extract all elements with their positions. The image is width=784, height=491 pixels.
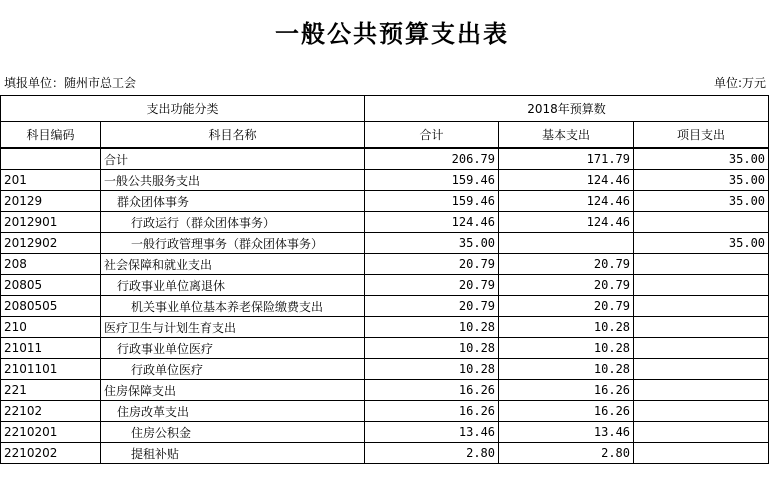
project-cell: 35.00 (634, 233, 769, 254)
name-cell: 社会保障和就业支出 (101, 254, 365, 275)
header-total: 合计 (365, 122, 499, 149)
table-row (1, 401, 769, 422)
total-cell: 159.46 (365, 191, 499, 212)
project-cell: 35.00 (634, 191, 769, 212)
project-cell (634, 422, 769, 443)
reporting-unit: 填报单位：随州市总工会 (4, 76, 137, 90)
code-cell: 20129 (1, 191, 101, 212)
basic-cell: 16.26 (499, 380, 634, 401)
name-cell: 行政运行（群众团体事务） (101, 212, 365, 233)
basic-cell: 124.46 (499, 191, 634, 212)
project-cell (634, 275, 769, 296)
name-cell: 行政单位医疗 (101, 359, 365, 380)
code-cell: 208 (1, 254, 101, 275)
basic-cell: 2.80 (499, 443, 634, 464)
code-cell: 20805 (1, 275, 101, 296)
table-row (1, 443, 769, 464)
header-category: 支出功能分类 (1, 96, 365, 122)
header-project: 项目支出 (634, 122, 769, 149)
header-row-group (1, 96, 769, 122)
basic-cell: 16.26 (499, 401, 634, 422)
table-row (1, 359, 769, 380)
code-cell: 2080505 (1, 296, 101, 317)
total-cell: 10.28 (365, 317, 499, 338)
total-cell: 20.79 (365, 275, 499, 296)
code-cell: 2101101 (1, 359, 101, 380)
name-cell: 机关事业单位基本养老保险缴费支出 (101, 296, 365, 317)
total-cell: 2.80 (365, 443, 499, 464)
total-cell: 16.26 (365, 380, 499, 401)
name-cell: 住房保障支出 (101, 380, 365, 401)
header-code: 科目编码 (1, 122, 101, 149)
header-basic: 基本支出 (499, 122, 634, 149)
code-cell: 2012902 (1, 233, 101, 254)
total-cell: 16.26 (365, 401, 499, 422)
table-row (1, 317, 769, 338)
budget-table (0, 95, 769, 464)
table-row (1, 296, 769, 317)
code-cell: 2012901 (1, 212, 101, 233)
table-row (1, 380, 769, 401)
total-cell: 35.00 (365, 233, 499, 254)
project-cell (634, 254, 769, 275)
total-cell: 206.79 (365, 148, 499, 170)
project-cell (634, 317, 769, 338)
currency-unit: 单位:万元 (713, 76, 766, 90)
page-title: 一般公共预算支出表 (275, 19, 509, 48)
table-row (1, 148, 769, 170)
code-cell: 2210201 (1, 422, 101, 443)
name-cell: 一般行政管理事务（群众团体事务） (101, 233, 365, 254)
project-cell (634, 401, 769, 422)
basic-cell: 171.79 (499, 148, 634, 170)
name-cell: 行政事业单位离退休 (101, 275, 365, 296)
name-cell: 群众团体事务 (101, 191, 365, 212)
name-cell: 一般公共服务支出 (101, 170, 365, 191)
project-cell: 35.00 (634, 170, 769, 191)
table-body (1, 148, 769, 464)
project-cell (634, 443, 769, 464)
code-cell: 22102 (1, 401, 101, 422)
project-cell (634, 380, 769, 401)
basic-cell: 20.79 (499, 296, 634, 317)
code-cell (1, 148, 101, 170)
project-cell (634, 338, 769, 359)
header-budget-year: 2018年预算数 (365, 96, 769, 122)
header-row-columns (1, 122, 769, 149)
name-cell: 提租补贴 (101, 443, 365, 464)
code-cell: 2210202 (1, 443, 101, 464)
code-cell: 221 (1, 380, 101, 401)
basic-cell: 10.28 (499, 317, 634, 338)
total-cell: 124.46 (365, 212, 499, 233)
table-row (1, 275, 769, 296)
total-cell: 10.28 (365, 359, 499, 380)
total-cell: 20.79 (365, 254, 499, 275)
basic-cell: 10.28 (499, 338, 634, 359)
basic-cell: 20.79 (499, 275, 634, 296)
table-row (1, 254, 769, 275)
total-cell: 20.79 (365, 296, 499, 317)
table-row (1, 170, 769, 191)
basic-cell: 10.28 (499, 359, 634, 380)
project-cell (634, 296, 769, 317)
code-cell: 210 (1, 317, 101, 338)
basic-cell: 124.46 (499, 170, 634, 191)
total-cell: 159.46 (365, 170, 499, 191)
code-cell: 21011 (1, 338, 101, 359)
table-row (1, 338, 769, 359)
project-cell (634, 359, 769, 380)
project-cell (634, 212, 769, 233)
name-cell: 住房改革支出 (101, 401, 365, 422)
table-row (1, 191, 769, 212)
total-cell: 10.28 (365, 338, 499, 359)
name-cell: 住房公积金 (101, 422, 365, 443)
name-cell: 医疗卫生与计划生育支出 (101, 317, 365, 338)
basic-cell: 20.79 (499, 254, 634, 275)
header-name: 科目名称 (101, 122, 365, 149)
table-row (1, 422, 769, 443)
basic-cell: 124.46 (499, 212, 634, 233)
basic-cell (499, 233, 634, 254)
project-cell: 35.00 (634, 148, 769, 170)
table-row (1, 233, 769, 254)
name-cell: 合计 (101, 148, 365, 170)
code-cell: 201 (1, 170, 101, 191)
table-row (1, 212, 769, 233)
name-cell: 行政事业单位医疗 (101, 338, 365, 359)
total-cell: 13.46 (365, 422, 499, 443)
basic-cell: 13.46 (499, 422, 634, 443)
